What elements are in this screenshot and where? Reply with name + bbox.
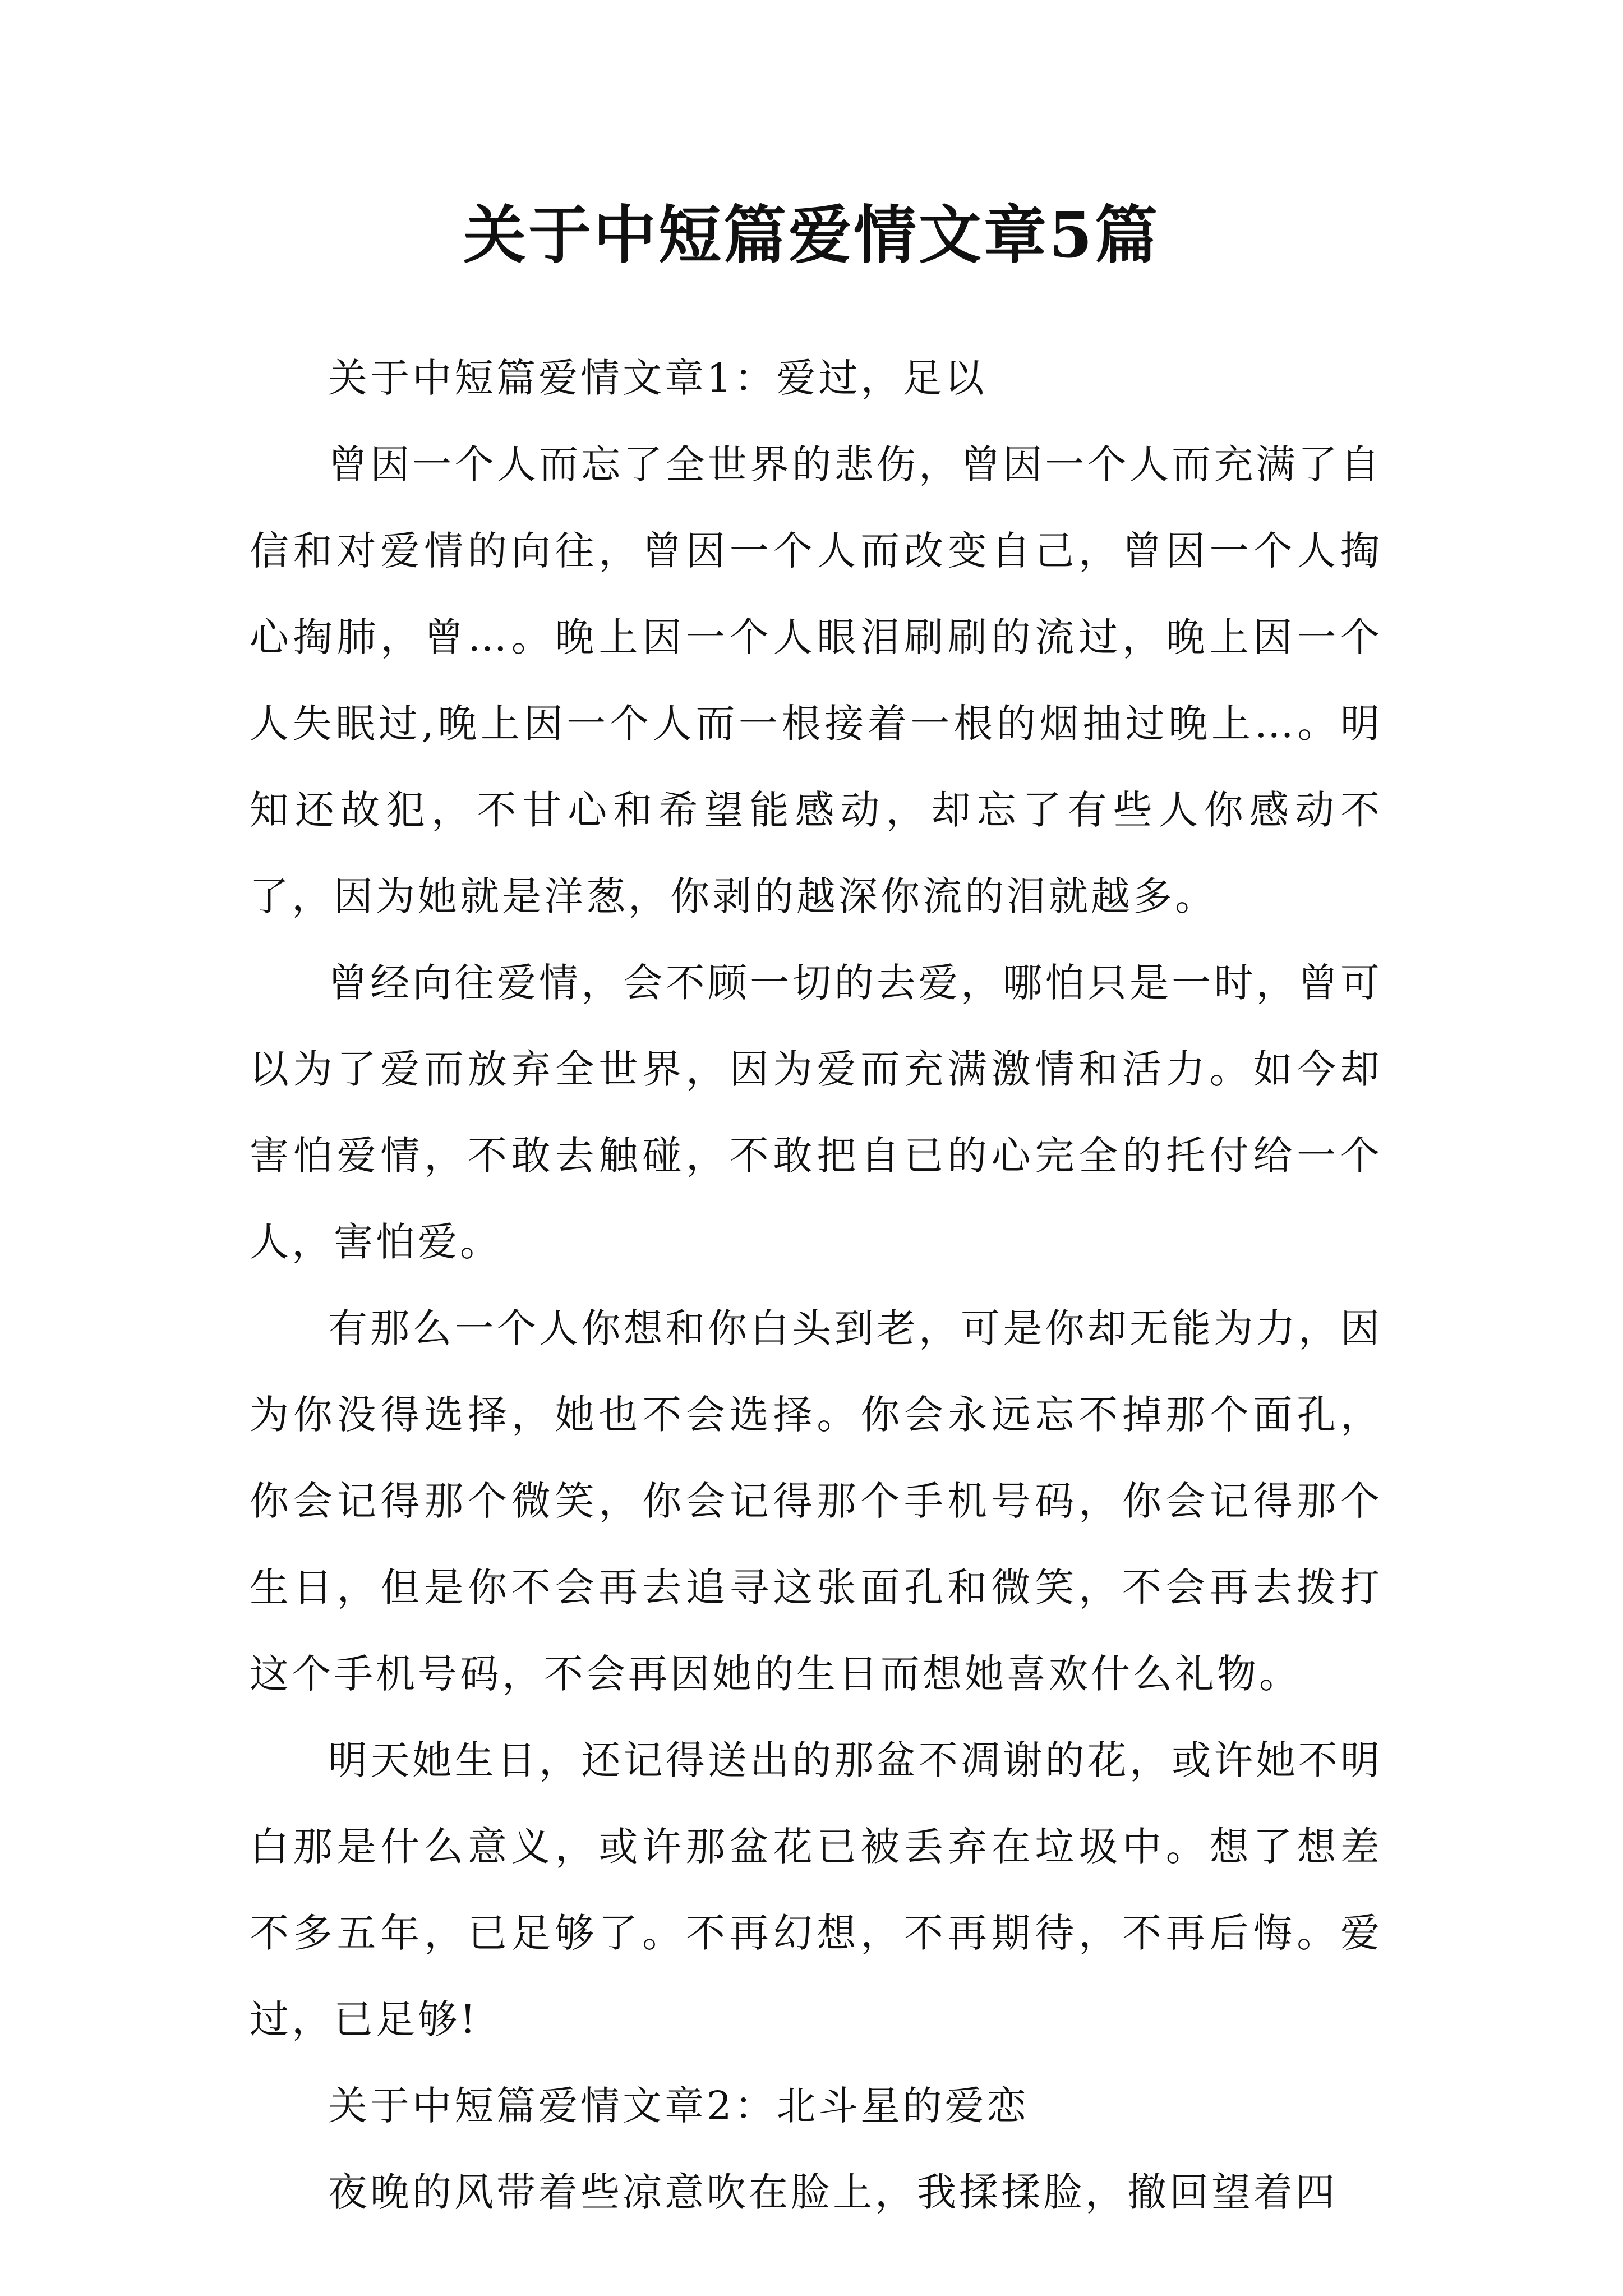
paragraph: 明天她生日，还记得送出的那盆不凋谢的花，或许她不明白那是什么意义，或许那盆花已被丢弃在垃圾中。想了想差不多五年，已足够了。不再幻想，不再期待，不再后悔。爱过，已足够! <box>250 1737 1382 2042</box>
paragraph: 夜晚的风带着些凉意吹在脸上，我揉揉脸，撤回望着四 <box>328 2169 1338 2215</box>
document-body <box>250 335 1382 2235</box>
document-title: 关于中短篇爱情文章5篇 <box>463 199 1160 272</box>
section-heading-2: 关于中短篇爱情文章2：北斗星的爱恋 <box>328 2083 1029 2129</box>
paragraph: 有那么一个人你想和你白头到老，可是你却无能为力，因为你没得选择，她也不会选择。你会永远忘不掉那个面孔，你会记得那个微笑，你会记得那个手机号码，你会记得那个生日，但是你不会再去追寻这张面孔和微笑，不会再去拨打这个手机号码，不会再因她的生日而想她喜欢什么礼物。 <box>250 1305 1382 1697</box>
paragraph: 曾经向往爱情，会不顾一切的去爱，哪怕只是一时，曾可以为了爱而放弃全世界，因为爱而充满激情和活力。如今却害怕爱情，不敢去触碰，不敢把自已的心完全的托付给一个人，害怕爱。 <box>250 960 1382 1265</box>
section-heading-1: 关于中短篇爱情文章1：爱过，足以 <box>328 355 987 401</box>
paragraph: 曾因一个人而忘了全世界的悲伤，曾因一个人而充满了自信和对爱情的向往，曾因一个人而改变自己，曾因一个人掏心掏肺，曾…。晚上因一个人眼泪刷刷的流过，晚上因一个人失眠过,晚上因一个人而一根接着一根的烟抽过晚上…。明知还故犯，不甘心和希望能感动，却忘了有些人你感动不了，因为她就是洋葱，你剥的越深你流的泪就越多。 <box>250 441 1382 919</box>
